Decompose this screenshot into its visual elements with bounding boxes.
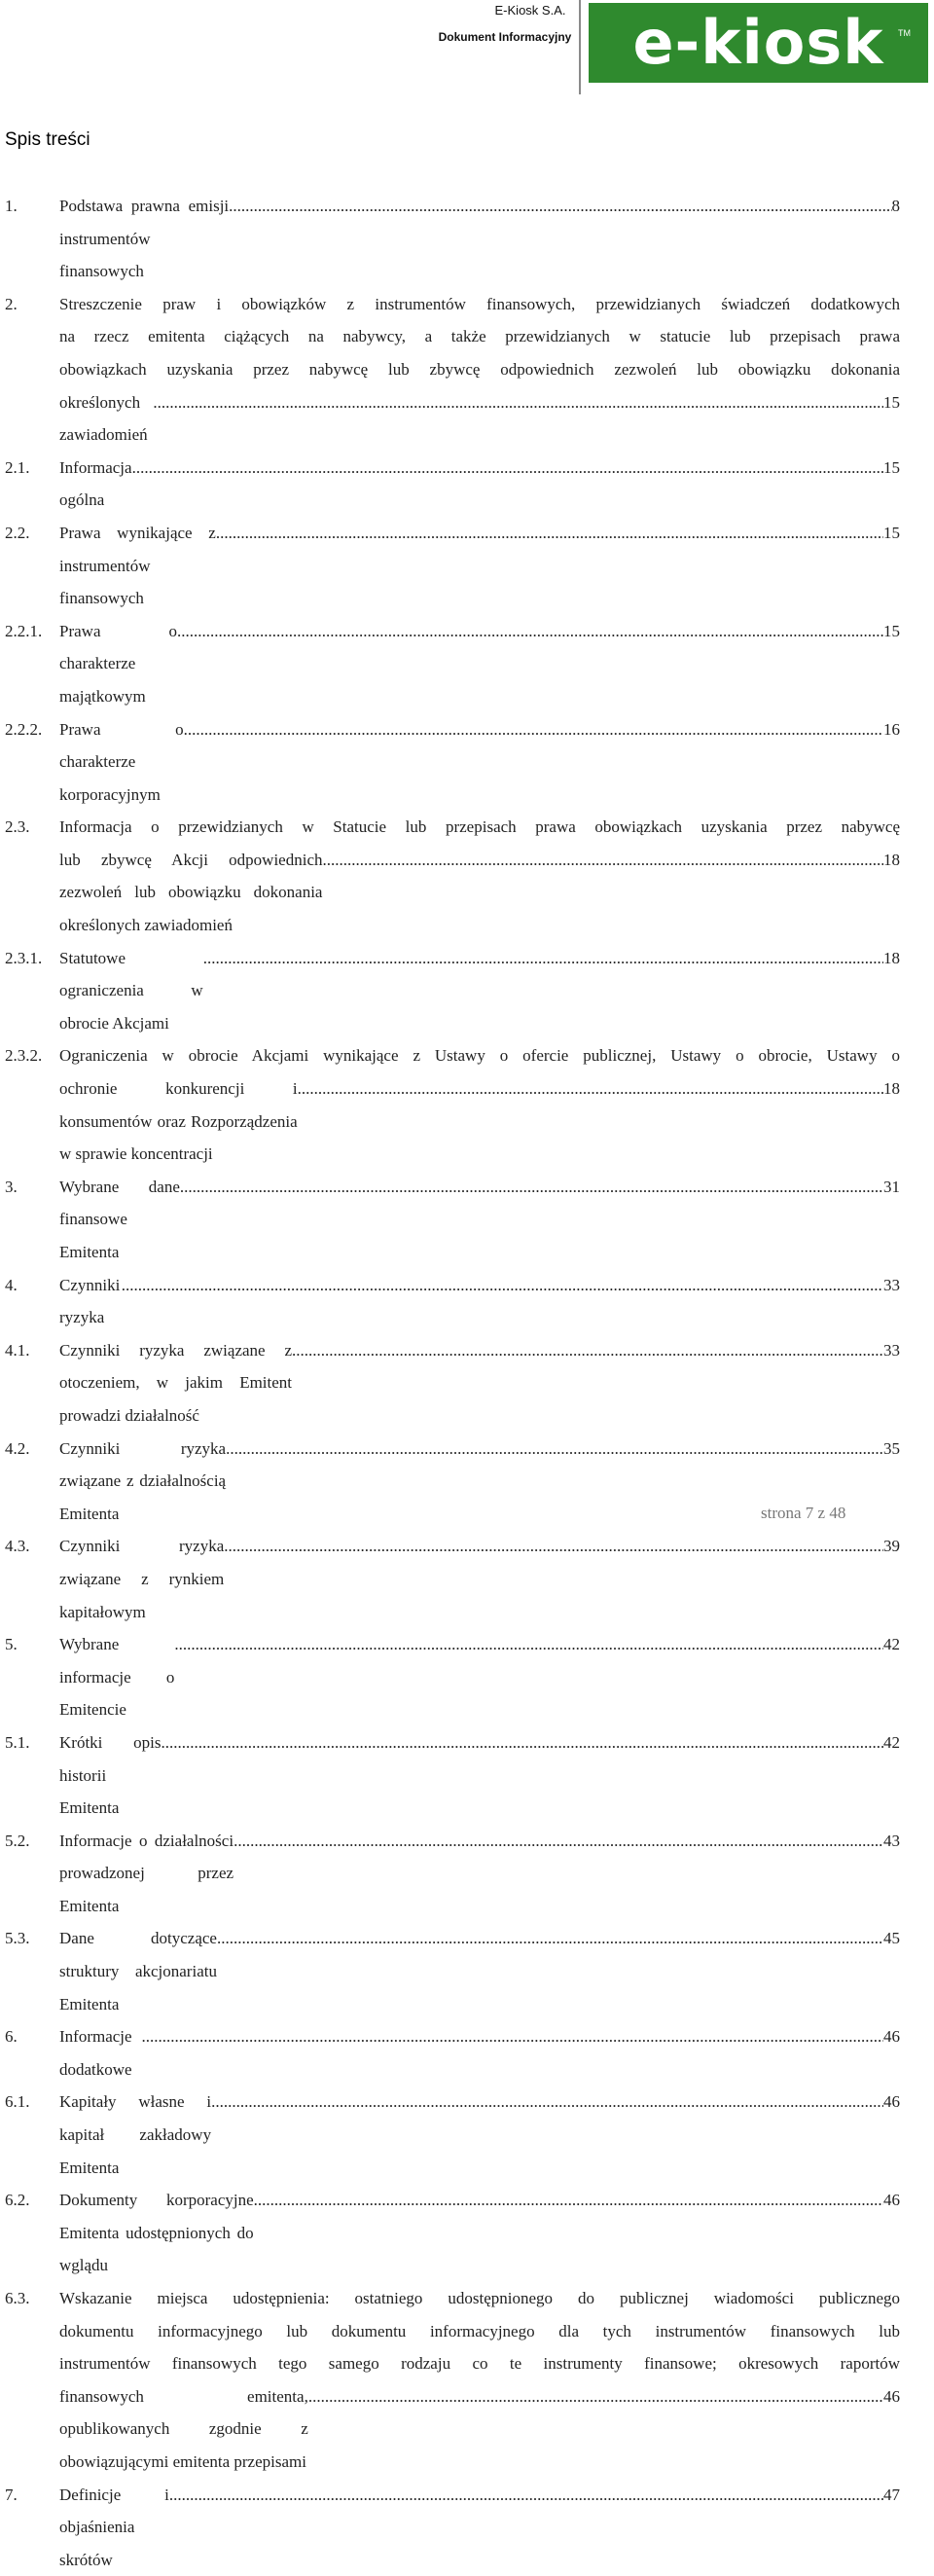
toc-entry-body	[59, 1530, 900, 1628]
toc-entry-number: 2.2.	[5, 523, 30, 542]
toc-entry-leader-line	[59, 1269, 900, 1334]
toc-entry-leader-line	[59, 1530, 900, 1628]
header-document-type: Dokument Informacyjny	[438, 30, 572, 44]
toc-entry-line: obowiązkach uzyskania przez nabywcę lub zbywcę odpowiednich zezwoleń lub obowiązku dokonania	[59, 359, 900, 379]
toc-entry-title: Wybrane informacje o Emitencie	[59, 1635, 175, 1720]
toc-entry-body	[59, 452, 900, 517]
toc-page-number: 43	[883, 1831, 900, 1850]
toc-entry-leader-line	[59, 2020, 900, 2086]
toc-dot-leader	[229, 190, 891, 223]
toc-entry-leader-line	[59, 2184, 900, 2282]
toc-page-number: 45	[883, 1929, 900, 1948]
toc-entry-body	[59, 615, 900, 713]
toc-entry-title: Czynniki ryzyka związane z działalnością Emitenta	[59, 1438, 227, 1523]
toc-entry-leader-line	[59, 1825, 900, 1923]
toc-entry-title: Krótki opis historii Emitenta	[59, 1732, 162, 1818]
toc-entry-body	[59, 1334, 900, 1433]
toc-title: Spis treści	[5, 129, 90, 150]
toc-page-number: 33	[883, 1275, 900, 1294]
toc-dot-leader	[162, 1726, 883, 1760]
toc-page-number: 46	[883, 2191, 900, 2210]
toc-page-number: 15	[883, 621, 900, 640]
toc-entry-number: 4.3.	[5, 1537, 30, 1556]
toc-entry-number: 6.1.	[5, 2092, 30, 2112]
toc-entry-number: 6.3.	[5, 2289, 30, 2307]
toc-entry[interactable]	[5, 2479, 900, 2576]
toc-entry[interactable]	[5, 1039, 900, 1170]
toc-entry-leader-line	[59, 386, 900, 452]
toc-page-number: 46	[883, 2027, 900, 2047]
toc-entry-title: Czynniki ryzyka	[59, 1275, 121, 1327]
toc-page-number: 39	[883, 1537, 900, 1556]
toc-entry[interactable]	[5, 2020, 900, 2086]
toc-entry-body	[59, 2020, 900, 2086]
toc-entry-number: 4.2.	[5, 1438, 30, 1458]
toc-page-number: 15	[883, 523, 900, 542]
toc-dot-leader	[177, 615, 883, 648]
toc-entry[interactable]	[5, 1628, 900, 1726]
toc-entry-leader-line	[59, 452, 900, 517]
toc-entry[interactable]	[5, 190, 900, 288]
toc-entry[interactable]	[5, 2086, 900, 2184]
toc-entry-leader-line	[59, 1628, 900, 1726]
toc-page-number: 18	[883, 948, 900, 967]
toc-entry-number: 7.	[5, 2485, 18, 2504]
toc-entry-number: 2.2.2.	[5, 719, 43, 739]
toc-entry-body	[59, 811, 900, 941]
toc-entry-body	[59, 1628, 900, 1726]
toc-entry[interactable]	[5, 2184, 900, 2282]
toc-dot-leader	[234, 1825, 883, 1858]
toc-dot-leader	[217, 1922, 883, 1955]
toc-entry[interactable]	[5, 1171, 900, 1269]
toc-entry-body	[59, 1825, 900, 1923]
toc-entry[interactable]	[5, 811, 900, 941]
toc-entry-title: Wybrane dane finansowe Emitenta	[59, 1177, 180, 1261]
toc-entry-number: 1.	[5, 197, 18, 215]
toc-entry-number: 4.	[5, 1275, 18, 1294]
toc-page-number: 42	[883, 1732, 900, 1752]
toc-entry-body	[59, 942, 900, 1040]
toc-entry-number: 5.1.	[5, 1732, 30, 1752]
toc-entry-title: Informacje dodatkowe	[59, 2027, 132, 2079]
toc-entry[interactable]	[5, 942, 900, 1040]
toc-page-number: 15	[883, 457, 900, 477]
toc-entry-number: 5.2.	[5, 1831, 30, 1850]
toc-entry-title: określonych zawiadomień	[59, 392, 148, 445]
toc-page-number: 18	[883, 1079, 900, 1099]
toc-entry[interactable]	[5, 1530, 900, 1628]
toc-entry-line: Wskazanie miejsca udostępnienia: ostatniego udostępnionego do publicznej wiadomości publicznego	[59, 2289, 900, 2307]
header-company-name: E-Kiosk S.A.	[494, 3, 566, 18]
toc-entry-body	[59, 2479, 900, 2576]
toc-dot-leader	[203, 942, 883, 975]
toc-entry[interactable]	[5, 1825, 900, 1923]
toc-page-number: 46	[883, 2386, 900, 2406]
toc-entry-leader-line	[59, 1726, 900, 1825]
logo-wordmark: e-kiosk	[632, 7, 884, 78]
toc-entry-line: Streszczenie praw i obowiązków z instrumentów finansowych, przewidzianych świadczeń dodatkowych	[59, 294, 900, 313]
header-divider	[579, 0, 581, 94]
toc-entry-line: na rzecz emitenta ciążących na nabywcy, a także przewidzianych w statucie lub przepisach prawa	[59, 327, 900, 346]
toc-entry-line: instrumentów finansowych tego samego rodzaju co te instrumenty finansowe; okresowych raportów	[59, 2354, 900, 2374]
toc-entry-line: Informacja o przewidzianych w Statucie lub przepisach prawa obowiązkach uzyskania przez nabywcę	[59, 817, 900, 837]
toc-entry-number: 5.	[5, 1635, 18, 1654]
toc-dot-leader	[224, 1530, 883, 1563]
toc-entry[interactable]	[5, 452, 900, 517]
toc-entry-body	[59, 1171, 900, 1269]
toc-entry-body	[59, 2086, 900, 2184]
toc-page-number: 35	[883, 1438, 900, 1458]
toc-entry-leader-line	[59, 190, 900, 288]
toc-page-number: 42	[883, 1635, 900, 1654]
page-number: strona 7 z 48	[761, 1504, 846, 1522]
toc-entry-body	[59, 2282, 900, 2479]
toc-entry-number: 3.	[5, 1177, 18, 1196]
toc-entry-number: 2.2.1.	[5, 621, 43, 640]
toc-dot-leader	[141, 2020, 883, 2053]
toc-entry-title: Definicje i objaśnienia skrótów	[59, 2485, 169, 2569]
toc-entry-leader-line	[59, 713, 900, 812]
toc-dot-leader	[254, 2184, 883, 2217]
toc-dot-leader	[211, 2086, 883, 2119]
toc-entry-title: Prawa wynikające z instrumentów finansowych	[59, 523, 216, 608]
toc-page-number: 31	[883, 1177, 900, 1196]
toc-entry-leader-line	[59, 1922, 900, 2020]
toc-entry-body	[59, 2184, 900, 2282]
toc-entry[interactable]	[5, 1726, 900, 1825]
toc-dot-leader	[226, 1433, 883, 1466]
toc-entry-number: 6.2.	[5, 2191, 30, 2210]
toc-entry-body	[59, 517, 900, 615]
toc-entry-title: Prawa o charakterze korporacyjnym	[59, 719, 184, 804]
toc-dot-leader	[322, 844, 883, 877]
toc-entry-leader-line	[59, 1334, 900, 1433]
toc-page-number: 16	[883, 719, 900, 739]
toc-entry-title: Kapitały własne i kapitał zakładowy Emitenta	[59, 2092, 212, 2177]
toc-entry-leader-line	[59, 1171, 900, 1269]
toc-entry-title: Dokumenty korporacyjne Emitenta udostępnionych do wglądu	[59, 2191, 254, 2275]
toc-entry-number: 2.3.	[5, 817, 30, 837]
toc-page-number: 15	[883, 392, 900, 412]
toc-entry[interactable]	[5, 1269, 900, 1334]
toc-entry[interactable]	[5, 713, 900, 812]
e-kiosk-logo	[589, 3, 928, 83]
toc-page-number: 47	[883, 2485, 900, 2504]
toc-dot-leader	[174, 1628, 883, 1661]
toc-entry-title: finansowych emitenta, opublikowanych zgodnie z obowiązującymi emitenta przepisami	[59, 2386, 308, 2471]
table-of-contents	[5, 190, 900, 2576]
toc-entry-title: Statutowe ograniczenia w obrocie Akcjami	[59, 948, 203, 1033]
toc-entry[interactable]	[5, 1922, 900, 2020]
toc-entry-number: 4.1.	[5, 1340, 30, 1360]
toc-page-number: 8	[891, 197, 900, 215]
toc-entry-body	[59, 1039, 900, 1170]
toc-entry-title: Czynniki ryzyka związane z otoczeniem, w jakim Emitent prowadzi działalność	[59, 1340, 293, 1425]
toc-entry-title: Czynniki ryzyka związane z rynkiem kapitałowym	[59, 1537, 225, 1621]
toc-entry-leader-line	[59, 1072, 900, 1171]
toc-entry-title: Informacje o działalności prowadzonej przez Emitenta	[59, 1831, 234, 1915]
toc-entry-body	[59, 1726, 900, 1825]
toc-entry-number: 5.3.	[5, 1929, 30, 1948]
logo-trademark: TM	[898, 28, 911, 38]
toc-entry-leader-line	[59, 517, 900, 615]
toc-dot-leader	[180, 1171, 883, 1204]
toc-entry-number: 2.1.	[5, 457, 30, 477]
toc-entry[interactable]	[5, 1334, 900, 1433]
toc-entry-leader-line	[59, 942, 900, 1040]
toc-entry-body	[59, 1269, 900, 1334]
toc-page-number: 33	[883, 1340, 900, 1360]
toc-entry-body	[59, 713, 900, 812]
toc-entry-line: Ograniczenia w obrocie Akcjami wynikające z Ustawy o ofercie publicznej, Ustawy o obrocie, Ustawy o	[59, 1046, 900, 1066]
toc-dot-leader	[292, 1334, 883, 1367]
toc-entry-leader-line	[59, 615, 900, 713]
toc-entry-title: Informacja ogólna	[59, 457, 132, 510]
toc-entry[interactable]	[5, 288, 900, 452]
toc-entry-title: Prawa o charakterze majątkowym	[59, 621, 177, 706]
toc-dot-leader	[122, 1269, 883, 1302]
toc-page-number: 46	[883, 2092, 900, 2112]
toc-entry[interactable]	[5, 2282, 900, 2479]
toc-dot-leader	[184, 713, 883, 746]
toc-entry[interactable]	[5, 517, 900, 615]
toc-entry-title: ochronie konkurencji i konsumentów oraz Rozporządzenia w sprawie koncentracji	[59, 1079, 298, 1164]
toc-entry-leader-line	[59, 2380, 900, 2479]
toc-entry-number: 6.	[5, 2027, 18, 2047]
toc-entry-line: dokumentu informacyjnego lub dokumentu informacyjnego dla tych instrumentów finansowych lub	[59, 2321, 900, 2340]
toc-entry-body	[59, 288, 900, 452]
toc-entry-body	[59, 190, 900, 288]
toc-entry-title: lub zbywcę Akcji odpowiednich zezwoleń lub obowiązku dokonania określonych zawiadomień	[59, 850, 323, 935]
toc-entry-number: 2.	[5, 294, 18, 313]
toc-dot-leader	[153, 386, 883, 419]
toc-dot-leader	[308, 2380, 883, 2413]
toc-dot-leader	[132, 452, 883, 485]
toc-entry-title: Dane dotyczące struktury akcjonariatu Emitenta	[59, 1929, 217, 2014]
toc-entry-leader-line	[59, 2086, 900, 2184]
toc-dot-leader	[216, 517, 883, 550]
toc-entry-number: 2.3.1.	[5, 948, 43, 967]
toc-entry-leader-line	[59, 2479, 900, 2576]
toc-entry-title: Podstawa prawna emisji instrumentów finansowych	[59, 197, 230, 281]
toc-entry-leader-line	[59, 844, 900, 942]
toc-dot-leader	[169, 2479, 883, 2512]
toc-entry-number: 2.3.2.	[5, 1046, 43, 1066]
toc-entry-body	[59, 1922, 900, 2020]
toc-entry[interactable]	[5, 615, 900, 713]
toc-page-number: 18	[883, 850, 900, 869]
toc-dot-leader	[298, 1072, 883, 1106]
